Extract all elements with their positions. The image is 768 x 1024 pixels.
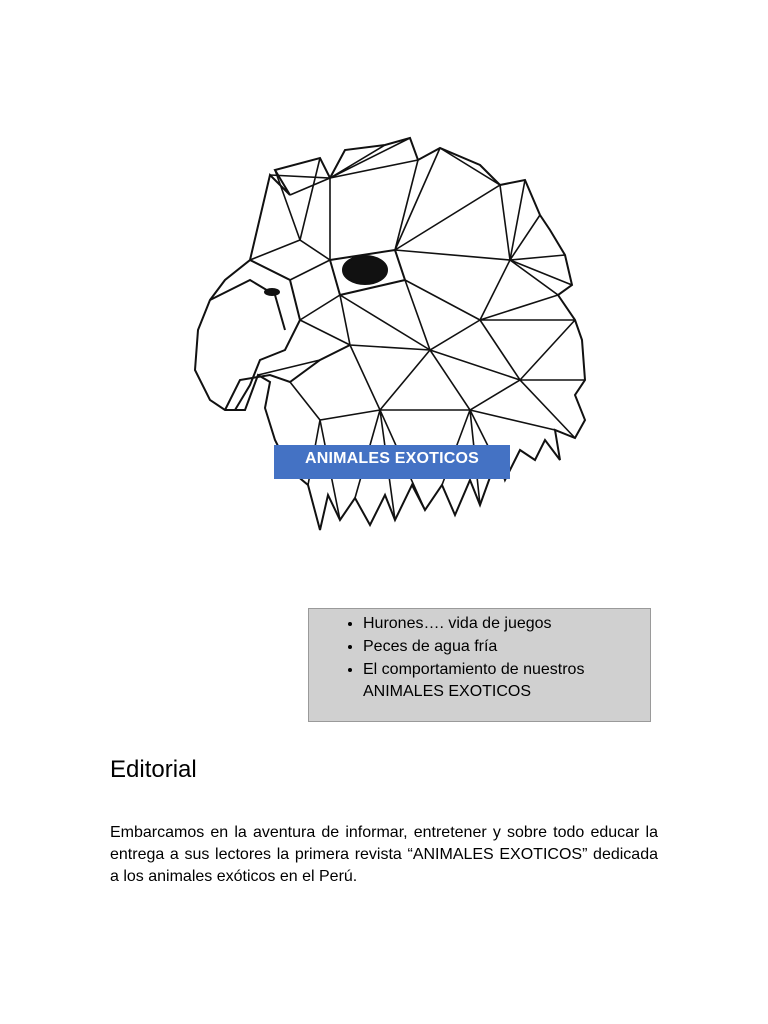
- contents-item: • Peces de agua fría: [363, 636, 650, 658]
- contents-item: • El comportamiento de nuestros ANIMALES EXOTICOS: [363, 659, 650, 703]
- editorial-body: Embarcamos en la aventura de informar, entretener y sobre todo educar la entrega a sus lectores la primera revista “ANIMALES EXOTICOS” dedicada a los animales exóticos en el Perú.: [110, 824, 658, 885]
- editorial-heading: Editorial: [110, 756, 197, 783]
- eagle-eye: [343, 256, 387, 284]
- contents-list: [309, 609, 650, 703]
- contents-box: [308, 608, 651, 722]
- contents-item: • Hurones…. vida de juegos: [363, 613, 650, 635]
- eagle-logo-icon: [180, 120, 600, 550]
- magazine-title-banner: ANIMALES EXOTICOS: [274, 445, 510, 479]
